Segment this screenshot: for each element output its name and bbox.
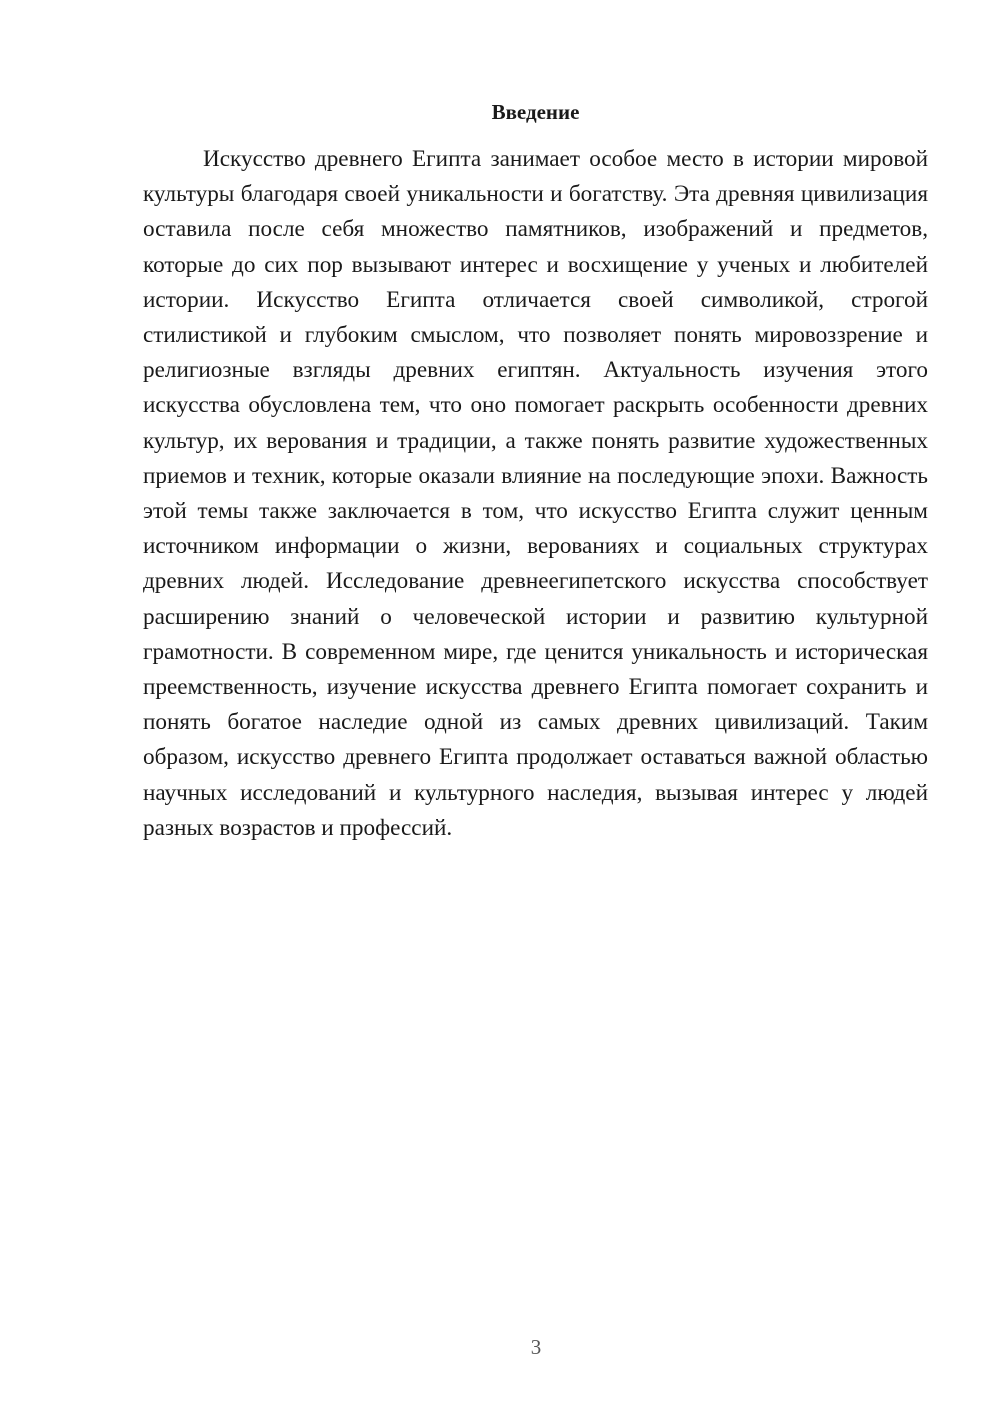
section-heading: Введение bbox=[491, 100, 580, 124]
body-paragraph: Искусство древнего Египта занимает особое место в истории мировой культуры благодаря своей уникальности и богатству. Эта древняя цивилизация оставила после себя множество памятников, изображений и предметов, которые до сих пор вызывают интерес и восхищение у ученых и любителей истории. Искусство Египта отличается своей символикой, строгой стилистикой и глубоким смыслом, что позволяет понять мировоззрение и религиозные взгляды древних египтян. Актуальность изучения этого искусства обусловлена тем, что оно помогает раскрыть особенности древних культур, их верования и традиции, а также понять развитие художественных приемов и техник, которые оказали влияние на последующие эпохи. Важность этой темы также заключается в том, что искусство Египта служит ценным источником информации о жизни, верованиях и социальных структурах древних людей. Исследование древнеегипетского искусства способствует расширению знаний о человеческой истории и развитию культурной грамотности. В современном мире, где ценится уникальность и историческая преемственность, изучение искусства древнего Египта помогает сохранить и понять богатое наследие одной из самых древних цивилизаций. Таким образом, искусство древнего Египта продолжает оставаться важной областью научных исследований и культурного наследия, вызывая интерес у людей разных возрастов и профессий. bbox=[143, 146, 928, 841]
page-number: 3 bbox=[530, 1335, 542, 1359]
